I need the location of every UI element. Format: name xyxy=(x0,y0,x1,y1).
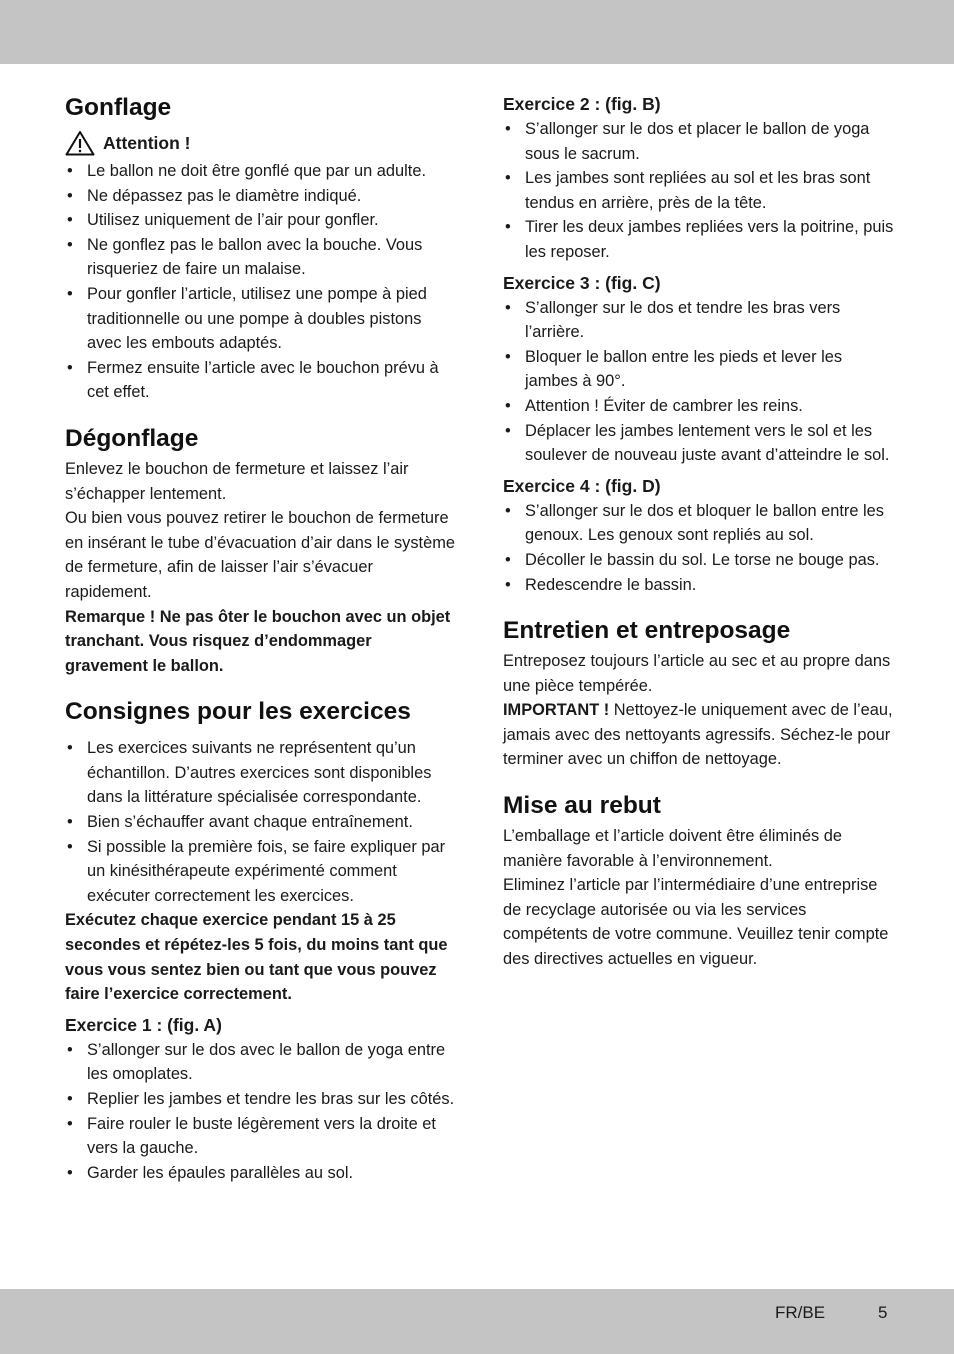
degonflage-paragraph-1: Enlevez le bouchon de fermeture et laissez l’air s’échapper lentement. xyxy=(65,459,409,503)
rebut-paragraph-2: Eliminez l’article par l’intermédiaire d’une entreprise de recyclage autorisée ou via les services compétents de votre commune. Veuillez tenir compte des directives actuelles en vigueur. xyxy=(503,876,889,969)
important-text: Nettoyez-le uniquement avec de l’eau, jamais avec des nettoyants agressifs. Séchez-le pour terminer avec un chiffon de nettoyage. xyxy=(503,701,893,769)
list-item: • S’allonger sur le dos avec le ballon de yoga entre les omoplates. xyxy=(65,1038,455,1087)
list-item: • Redescendre le bassin. xyxy=(503,573,895,598)
exercise-4-list xyxy=(503,499,895,597)
section-title-degonflage: Dégonflage xyxy=(65,424,199,452)
list-item: • Les jambes sont repliées au sol et les bras sont tendus en arrière, près de la tête. xyxy=(503,166,895,215)
exercise-2-title: Exercice 2 : (fig. B) xyxy=(503,94,661,114)
list-item: • Bloquer le ballon entre les pieds et lever les jambes à 90°. xyxy=(503,345,895,394)
list-item: • Tirer les deux jambes repliées vers la poitrine, puis les reposer. xyxy=(503,215,895,264)
exercise-1-list xyxy=(65,1038,455,1186)
left-column xyxy=(65,92,455,1185)
section-title-entretien: Entretien et entreposage xyxy=(503,617,791,645)
list-item: • Fermez ensuite l’article avec le bouchon prévu à cet effet. xyxy=(65,356,455,405)
list-item: • Utilisez uniquement de l’air pour gonfler. xyxy=(65,208,455,233)
list-item: • Bien s’échauffer avant chaque entraînement. xyxy=(65,810,455,835)
degonflage-paragraph-2: Ou bien vous pouvez retirer le bouchon de fermeture en insérant le tube d’évacuation d’air dans le système de fermeture, afin de laisser l’air s’évacuer rapidement. xyxy=(65,509,455,601)
list-item: • S’allonger sur le dos et placer le ballon de yoga sous le sacrum. xyxy=(503,117,895,166)
list-item: • Décoller le bassin du sol. Le torse ne bouge pas. xyxy=(503,548,895,573)
list-item: • Pour gonfler l’article, utilisez une pompe à pied traditionnelle ou une pompe à doubles pistons avec les embouts adaptés. xyxy=(65,282,455,356)
list-item: • S’allonger sur le dos et bloquer le ballon entre les genoux. Les genoux sont repliés au sol. xyxy=(503,499,895,548)
consignes-note: Exécutez chaque exercice pendant 15 à 25 secondes et répétez-les 5 fois, du moins tant que vous vous sentez bien ou tant que vous pouvez faire l’exercice correctement. xyxy=(65,911,448,1004)
rebut-paragraph-1: L’emballage et l’article doivent être éliminés de manière favorable à l’environnement. xyxy=(503,827,842,870)
consignes-list xyxy=(65,736,455,908)
page-number: 5 xyxy=(878,1303,888,1322)
list-item: • Si possible la première fois, se faire expliquer par un kinésithérapeute expérimenté comment exécuter correctement les exercices. xyxy=(65,835,455,909)
list-item: • Ne gonflez pas le ballon avec la bouche. Vous risqueriez de faire un malaise. xyxy=(65,233,455,282)
right-column xyxy=(503,92,895,972)
list-item: • Replier les jambes et tendre les bras sur les côtés. xyxy=(65,1087,455,1112)
list-item: • Déplacer les jambes lentement vers le sol et les soulever de nouveau juste avant d’atteindre le sol. xyxy=(503,419,895,468)
list-item: • S’allonger sur le dos et tendre les bras vers l’arrière. xyxy=(503,296,895,345)
exercise-3-list xyxy=(503,296,895,468)
exercise-2-list xyxy=(503,117,895,265)
gonflage-list xyxy=(65,159,455,405)
list-item: • Garder les épaules parallèles au sol. xyxy=(65,1161,455,1186)
list-item: • Ne dépassez pas le diamètre indiqué. xyxy=(65,184,455,209)
section-title-rebut: Mise au rebut xyxy=(503,792,661,820)
degonflage-remark: Remarque ! Ne pas ôter le bouchon avec un objet tranchant. Vous risquez d’endommager gravement le ballon. xyxy=(65,607,451,675)
list-item: • Attention ! Éviter de cambrer les reins. xyxy=(503,394,895,419)
attention-notice xyxy=(65,130,455,156)
important-label: IMPORTANT ! xyxy=(503,701,610,720)
header-bar xyxy=(0,0,954,64)
section-title-gonflage: Gonflage xyxy=(65,94,172,121)
list-item: • Le ballon ne doit être gonflé que par un adulte. xyxy=(65,159,455,184)
entretien-paragraph-2 xyxy=(503,698,895,772)
attention-label: Attention ! xyxy=(103,133,191,153)
warning-triangle-icon xyxy=(65,130,95,156)
entretien-paragraph-1: Entreposez toujours l’article au sec et au propre dans une pièce tempérée. xyxy=(503,652,891,695)
footer-language: FR/BE xyxy=(775,1303,826,1322)
exercise-4-title: Exercice 4 : (fig. D) xyxy=(503,475,661,496)
list-item: • Les exercices suivants ne représentent qu’un échantillon. D’autres exercices sont disponibles dans la littérature spécialisée correspondante. xyxy=(65,736,455,810)
section-title-consignes: Consignes pour les exercices xyxy=(65,698,411,726)
exercise-1-title: Exercice 1 : (fig. A) xyxy=(65,1014,222,1035)
exercise-3-title: Exercice 3 : (fig. C) xyxy=(503,272,661,293)
list-item: • Faire rouler le buste légèrement vers la droite et vers la gauche. xyxy=(65,1112,455,1161)
